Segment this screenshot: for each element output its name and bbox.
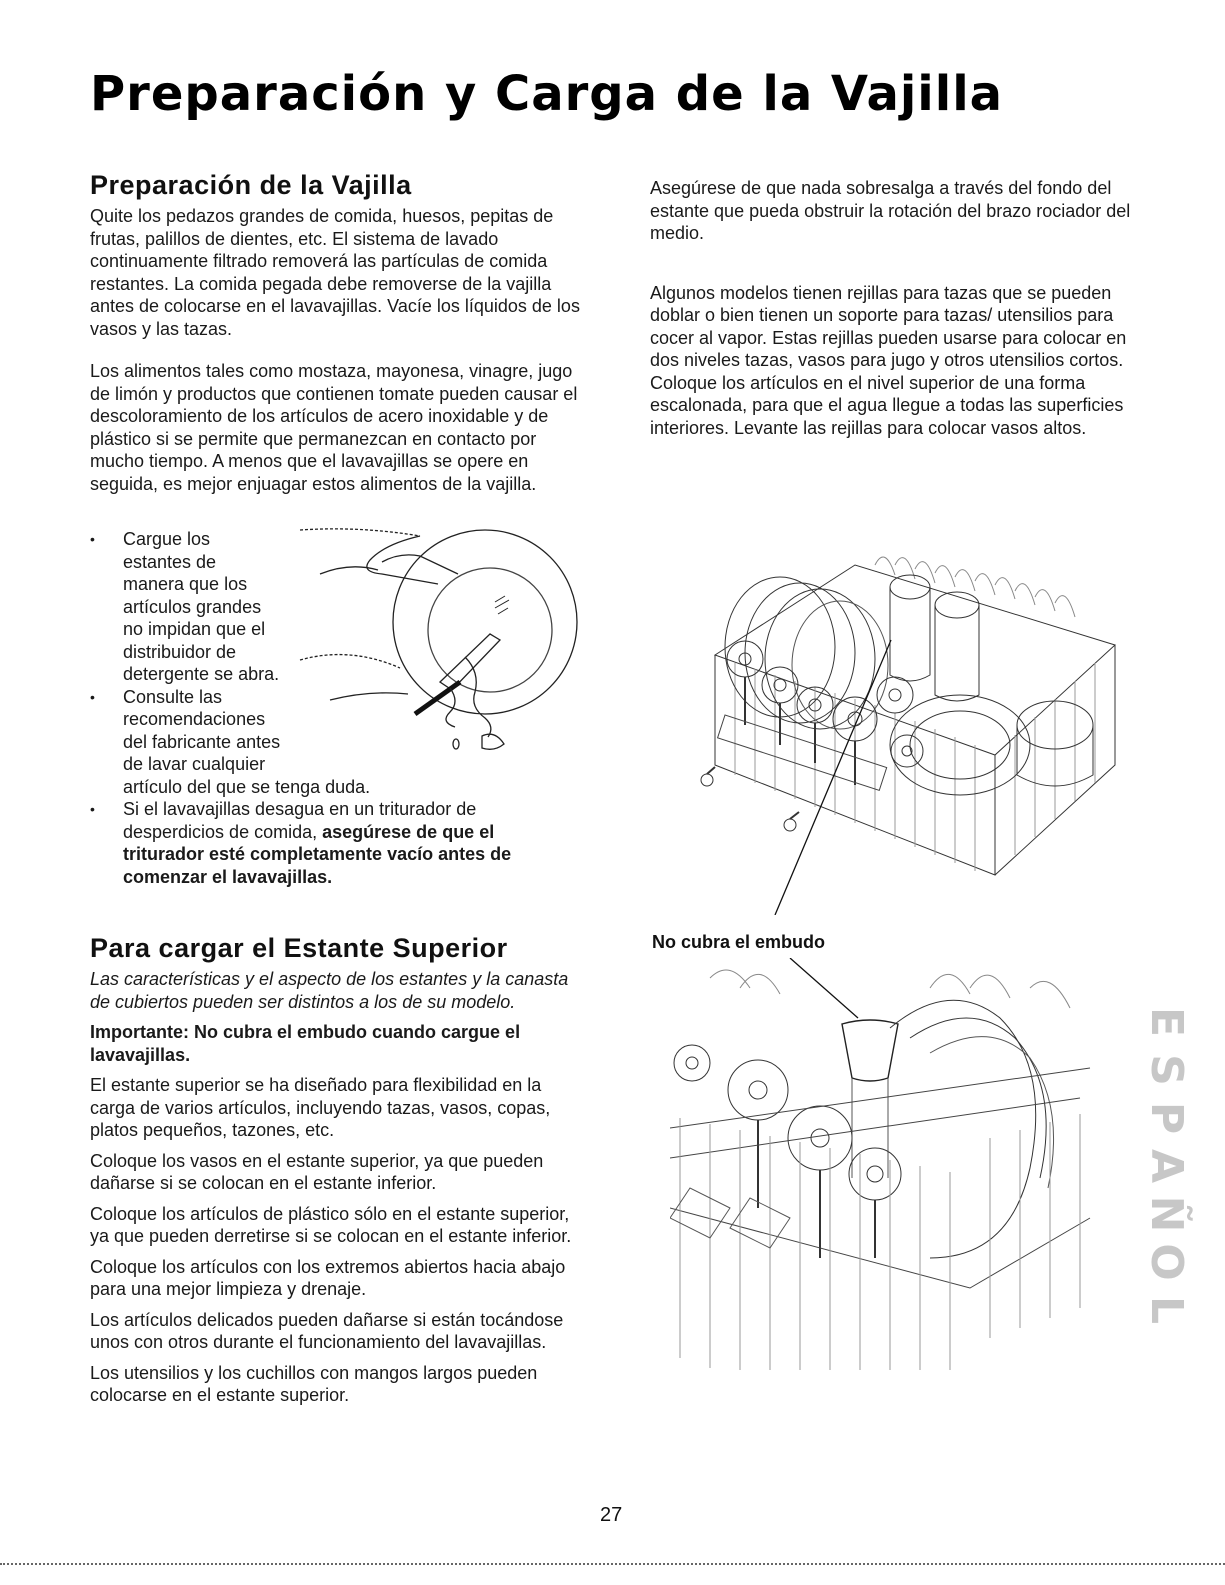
bullet-2-line: recomendaciones	[123, 709, 266, 729]
rack-obstruction-paragraph: Asegúrese de que nada sobresalga a través del fondo del estante que pueda obstruir la rotación del brazo rociador del medio.	[650, 178, 1131, 243]
language-side-tab	[1142, 998, 1190, 1334]
upper-paragraph-2: Coloque los vasos en el estante superior, ya que pueden dañarse si se colocan en el estante inferior.	[90, 1150, 544, 1193]
side-tab-letter: E	[1141, 1006, 1192, 1038]
bullet-1-line: detergente se abra.	[123, 664, 280, 684]
upper-important-note: Importante: No cubra el embudo cuando cargue el lavavajillas.	[90, 1022, 521, 1065]
upper-paragraph-4: Coloque los artículos con los extremos abiertos hacia abajo para una mejor limpieza y drenaje.	[90, 1256, 566, 1299]
upper-paragraph-3: Coloque los artículos de plástico sólo en el estante superior, ya que pueden derretirse si se colocan en el estante inferior.	[90, 1203, 572, 1246]
side-tab-letter: A	[1141, 1148, 1192, 1184]
bullet-2-line: de lavar cualquier	[123, 754, 266, 774]
plate-outer-rim	[393, 530, 577, 714]
right-column-text	[650, 177, 1145, 439]
side-tab-letter: Ñ	[1141, 1195, 1192, 1233]
bullet-3-bold: asegúrese de que el triturador esté completamente vacío antes de comenzar el lavavajillas.	[123, 821, 512, 887]
plate-scraping-illustration	[290, 522, 590, 762]
upper-rack-heading: Para cargar el Estante Superior	[90, 933, 508, 963]
funnel-pointer-line	[790, 958, 858, 1018]
page-title: Preparación y Carga de la Vajilla	[90, 66, 1004, 122]
bullet-2-line: artículo del que se tenga duda.	[123, 776, 371, 797]
upper-paragraph-6: Los utensilios y los cuchillos con mangos largos pueden colocarse en el estante superior.	[90, 1362, 538, 1405]
bullet-disposer	[90, 798, 563, 888]
side-tab-letter: P	[1141, 1101, 1192, 1135]
upper-rack-section	[90, 933, 580, 1407]
bullet-1-line: artículos grandes	[123, 596, 262, 617]
upper-paragraph-1: El estante superior se ha diseñado para flexibilidad en la carga de varios artículos, incluyendo tazas, vasos, copas, platos pequeños, tazones, etc.	[90, 1075, 551, 1140]
funnel-caption: No cubra el embudo	[652, 932, 826, 952]
bullet-2-line: • Consulte las	[123, 686, 223, 707]
side-tab-letters	[1142, 998, 1190, 1334]
bullet-3-text: Si el lavavajillas desagua en un triturador de desperdicios de comida,	[123, 799, 477, 842]
side-tab-letter: L	[1141, 1295, 1192, 1325]
prep-paragraph-2: Los alimentos tales como mostaza, mayonesa, vinagre, jugo de limón y productos que contienen tomate pueden causar el descoloramiento de los artículos de acero inoxidable y de plástico si se permite que permanezcan en contacto por mucho tiempo. A menos que el lavavajillas se opere en seguida, es mejor enjuagar estos alimentos de la vajilla.	[90, 361, 578, 494]
bullet-1-line: distribuidor de	[123, 641, 237, 662]
prep-section	[90, 170, 590, 495]
upper-paragraph-5: Los artículos delicados pueden dañarse si están tocándose unos con otros durante el funcionamiento del lavavajillas.	[90, 1309, 564, 1352]
bullet-1-line: • Cargue los	[123, 529, 211, 549]
bullet-2-line: del fabricante antes	[123, 731, 281, 752]
funnel-closeup-illustration	[670, 958, 1110, 1378]
prep-heading: Preparación de la Vajilla	[90, 170, 412, 200]
bottom-rule	[0, 1563, 1225, 1565]
bullet-1-line: no impidan que el	[123, 619, 266, 639]
upper-intro-note: Las características y el aspecto de los estantes y la canasta de cubiertos pueden ser distintos a los de su modelo.	[90, 969, 569, 1012]
side-tab-letter: S	[1141, 1054, 1192, 1086]
bullet-1-line: estantes de	[123, 551, 217, 572]
prep-paragraph-1: Quite los pedazos grandes de comida, huesos, pepitas de frutas, palillos de dientes, etc. El sistema de lavado continuamente filtrado removerá las partículas de comida restantes. La comida pegada debe removerse de la vajilla antes de colocarse en el lavavajillas. Vacíe los líquidos de los vasos y las tazas.	[90, 206, 580, 339]
funnel-pointer-line	[775, 640, 891, 915]
side-tab-letter: O	[1141, 1243, 1192, 1281]
upper-rack-illustration	[695, 535, 1135, 915]
page-number: 27	[600, 1504, 623, 1526]
funnel-shape	[842, 1020, 898, 1081]
plate-inner-well	[428, 568, 552, 692]
bullet-1-line: manera que los	[123, 574, 248, 594]
cup-shelves-paragraph: Algunos modelos tienen rejillas para tazas que se pueden doblar o bien tienen un soporte para tazas/ utensilios para cocer al vapor. Estas rejillas pueden usarse para colocar en dos niveles tazas, vasos para jugo y otros utensilios cortos. Coloque los artículos en el nivel superior de una forma escalonada, para que el agua llegue a todas las superficies interiores. Levante las rejillas para colocar vasos altos.	[650, 282, 1127, 438]
